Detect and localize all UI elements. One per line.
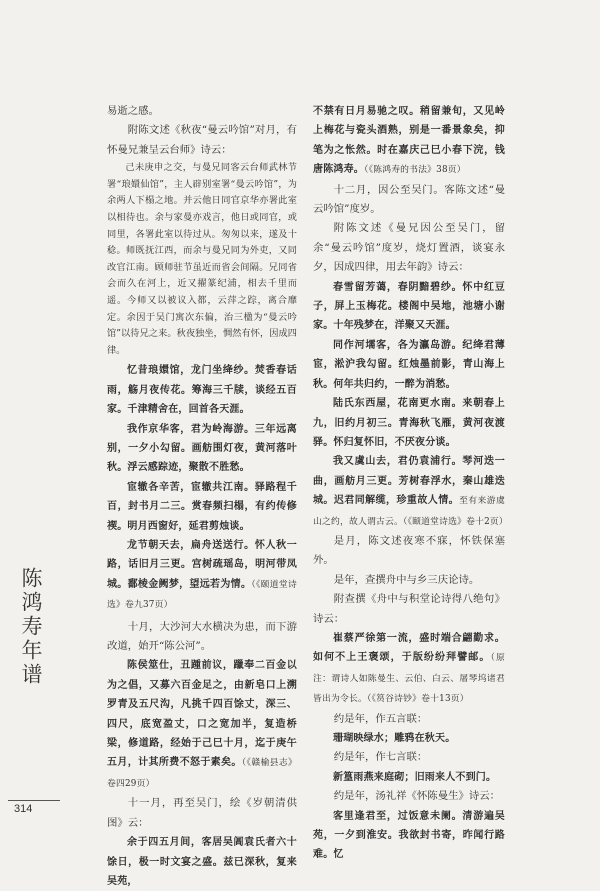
left-poem-3: 忆昔琅嬛馆，龙门坐绛纱。焚香春话雨，觞月夜传花。筹海三千牍，谈经五百家。千津精舍在，回首各天涯。 bbox=[107, 365, 297, 416]
left-quote-10: 余于四五月间，客居吴阊袁氏者六十馀日，极一时文宴之盛。兹已深秋，复来吴苑， bbox=[107, 837, 297, 887]
right-poem-5: 陆氏东西屋，花南更水南。来朝春上九，旧约月初三。青海秋飞雁，黄河夜渡驿。怀归复怀旧，不厌夜分谈。 bbox=[313, 398, 505, 448]
left-poem-6 bbox=[107, 536, 297, 616]
right-poem-6-text: 我又虞山去，君仍袁浦行。琴河迭一曲，画舫月三更。芳树春浮水，秦山雄迭城。迟君同解缆，珍重故人情。 bbox=[313, 456, 505, 507]
right-poem-10 bbox=[313, 629, 505, 710]
left-source-6: （《颐道堂诗选》卷九37页） bbox=[107, 579, 297, 611]
page-number: 314 bbox=[14, 803, 33, 815]
left-poem-6-text: 龙节朝天去，扁舟送送行。怀人秋一路，话旧月三更。宫树疏瑶岛，明河带凤城。鄱棱金阙梦，望远若为情。 bbox=[107, 540, 297, 590]
left-preface-2: 己未庚申之交，与曼兄同客云台师武林节署“琅嬛仙馆”，主人辟别室署“曼云吟馆”，为余两人下榻之地。并云他日同官京华亦署此室以相待也。余与家曼亦戏言，他日或同官，或同里，各署此室以待过从。匆匆以来，遂及十稔。师既抚江西，而余与曼兄同为外吏，又同改官江南。顾师驻节虽近而省会间隔。兄同省会而久在河上，近又擢篆纪浦，相去千里而遥。今师又以被议入都，云萍之踪，离合靡定。余因于吴门寓次东偏，治三楹为“曼云吟馆”以待兄之来。秋夜独坐，惆然有怀，因成四律。 bbox=[107, 162, 297, 356]
right-quote-0 bbox=[313, 102, 505, 181]
right-column bbox=[313, 102, 508, 865]
spine-title: 陈鸿寿年谱 bbox=[19, 567, 43, 687]
left-poem-5: 宦辙各辛苦，宦辙共江南。驿路程千百，封书月二三。赏春频扫榻，有约传修禊。明月西窗好，延君剪烛谈。 bbox=[107, 481, 297, 532]
right-source-6: 至有来游虞山之约，故人谓古云。（《颐道堂诗选》卷十2页） bbox=[313, 496, 508, 527]
right-para-11: 约是年，作五言联： bbox=[333, 712, 428, 725]
right-poem-6 bbox=[313, 452, 508, 532]
right-quote-0-text: 不禁有日月易驰之叹。稍留兼旬，又见岭上梅花与瓷头酒熟，别是一番景象矣，抑笔为之怅然。时在嘉庆己巳小春下浣，钱唐陈鸿寿。 bbox=[313, 106, 505, 176]
right-poem-10-text: 崔蔡严徐第一流，盛时端合翩勤求。如何不上王褒颂，于版纷纷拜譬邮。 bbox=[313, 632, 505, 664]
left-source-8: （《赣榆县志》卷四29页） bbox=[107, 758, 297, 789]
left-para-1: 附陈文述《秋夜“曼云吟馆”对月，有怀曼兄兼呈云台师》诗云： bbox=[107, 124, 297, 156]
left-para-7: 十月，大沙河大水横决为患，而下游改道，始开“陈公河”。 bbox=[107, 620, 297, 653]
right-para-2: 附陈文述《曼兄因公至吴门，留余“曼云吟馆”度岁，烧灯置酒，谈宴永夕，因成四律，用去年韵》诗云： bbox=[313, 222, 505, 274]
right-para-8: 是年，查撰舟中与乡三庆论诗。 bbox=[333, 573, 480, 586]
right-source-0: （《陈鸿寿的书法》38页） bbox=[364, 165, 466, 176]
right-couplet-12: 珊瑚映绿水；雕鸦在秋天。 bbox=[333, 733, 456, 744]
right-para-15: 约是年，汤礼祥《怀陈曼生》诗云： bbox=[333, 790, 501, 803]
left-quote-8-text: 陈侯筮仕，丑踵前议，躐奉二百金以为之倡，又募六百金足之，由新皂口上溯罗青及五尺沟，凡挑千四百馀丈，深三、四尺，底宽盈丈，口之宽加半，复造桥梁，修道路，经始于己巳十月，迄于庚午五月，计其所费不怒于素矣。 bbox=[107, 660, 297, 769]
right-para-9: 附查撰《舟中与积堂论诗得八绝句》诗云： bbox=[313, 593, 505, 625]
right-poem-3: 春雪留芳蔼，春阴黯碧纱。怀中红豆子，屏上玉梅花。楼阁中吴地，池塘小谢家。十年残梦在，洋聚又天涯。 bbox=[313, 281, 505, 332]
right-para-7: 是月，陈文述夜寒不寐，怀铁保塞外。 bbox=[313, 534, 505, 567]
right-para-1: 十二月，因公至吴门。客陈文述“曼云吟馆”度岁。 bbox=[313, 183, 505, 216]
right-poem-16: 客里逢君至，过饭意未阑。清游遍吴苑，一夕到淮安。我欲封书寄，昨闻行路难。忆 bbox=[313, 810, 505, 861]
left-quote-8 bbox=[107, 656, 297, 794]
right-poem-4: 同作河壖客，各为瀛岛游。纪绛君薄宦，淞沪我勾留。红烛墨前影，青山海上秋。何年共归约，一醉为消愁。 bbox=[313, 339, 505, 390]
left-column bbox=[107, 102, 297, 891]
left-poem-4: 我作京华客，君为岭海游。三年远离别，一夕小勾留。画舫围灯夜，黄河落叶秋。浮云感踪迹，聚散不胜愁。 bbox=[107, 423, 297, 474]
left-para-9: 十一月，再至吴门，绘《岁朝清供图》云： bbox=[107, 797, 297, 829]
right-para-13: 约是年，作七言联： bbox=[333, 751, 428, 764]
footer-rule bbox=[8, 800, 60, 801]
right-couplet-14: 新篁雨燕来庭砌；旧雨来人不到门。 bbox=[333, 771, 497, 783]
right-source-10: （原注：谓诗人如陈曼生、云伯、白云、屠琴坞诸君皆出为令长。（《筼谷诗钞》卷十13页） bbox=[313, 653, 505, 705]
left-line-0: 易逝之感。 bbox=[107, 105, 159, 117]
